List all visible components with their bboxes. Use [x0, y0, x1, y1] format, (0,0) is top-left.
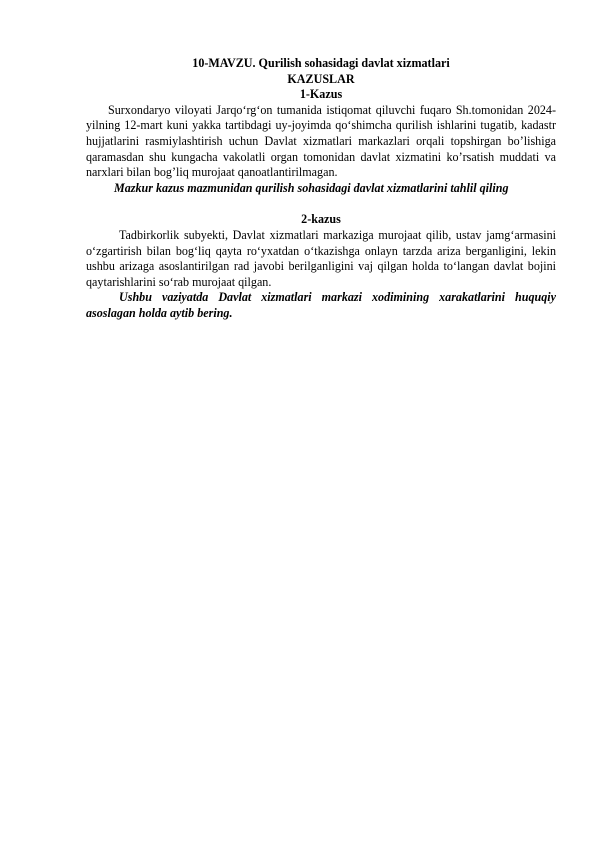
case2-task: Ushbu vaziyatda Davlat xizmatlari markazi xodimining xarakatlarini huquqiy asoslagan holda aytib bering. — [86, 290, 556, 320]
document-title: 10-MAVZU. Qurilish sohasidagi davlat xizmatlari — [192, 56, 450, 70]
case2-body: Tadbirkorlik subyekti, Davlat xizmatlari markaziga murojaat qilib, ustav jamg‘armasini o‘zgartirish bilan bog‘liq qayta ro‘yxatdan o‘tkazishga onlayn tarzda ariza berganligini, lekin ushbu arizaga asoslantirilgan rad javobi berilganligini vaj qilgan holda to‘langan davlat bojini qaytarishlarini so‘rab murojaat qilgan. — [86, 227, 556, 289]
case1-body: Surxondaryo viloyati Jarqo‘rg‘on tumanida istiqomat qiluvchi fuqaro Sh.tomonidan 2024-yilning 12-mart kuni yakka tartibdagi uy-joyimda qo‘shimcha qurilish ishlarini tugatib, kadastr hujjatlarini rasmiylashtirish uchun Davlat xizmatlari markazlari orqali topshirgan bo’lishiga qaramasdan shu kungacha vakolatli organ tomonidan davlat xizmatini ko’rsatish muddati va narxlari bilan bog’liq murojaat qanoatlantirilmagan. — [86, 102, 556, 180]
document-subtitle: KAZUSLAR — [287, 71, 355, 86]
case2-heading: 2-kazus — [301, 212, 341, 227]
section-spacer — [86, 196, 556, 212]
document-page — [86, 56, 556, 322]
case1-task: Mazkur kazus mazmunidan qurilish sohasidagi davlat xizmatlarini tahlil qiling — [114, 180, 509, 195]
case1-heading: 1-Kazus — [299, 87, 343, 102]
